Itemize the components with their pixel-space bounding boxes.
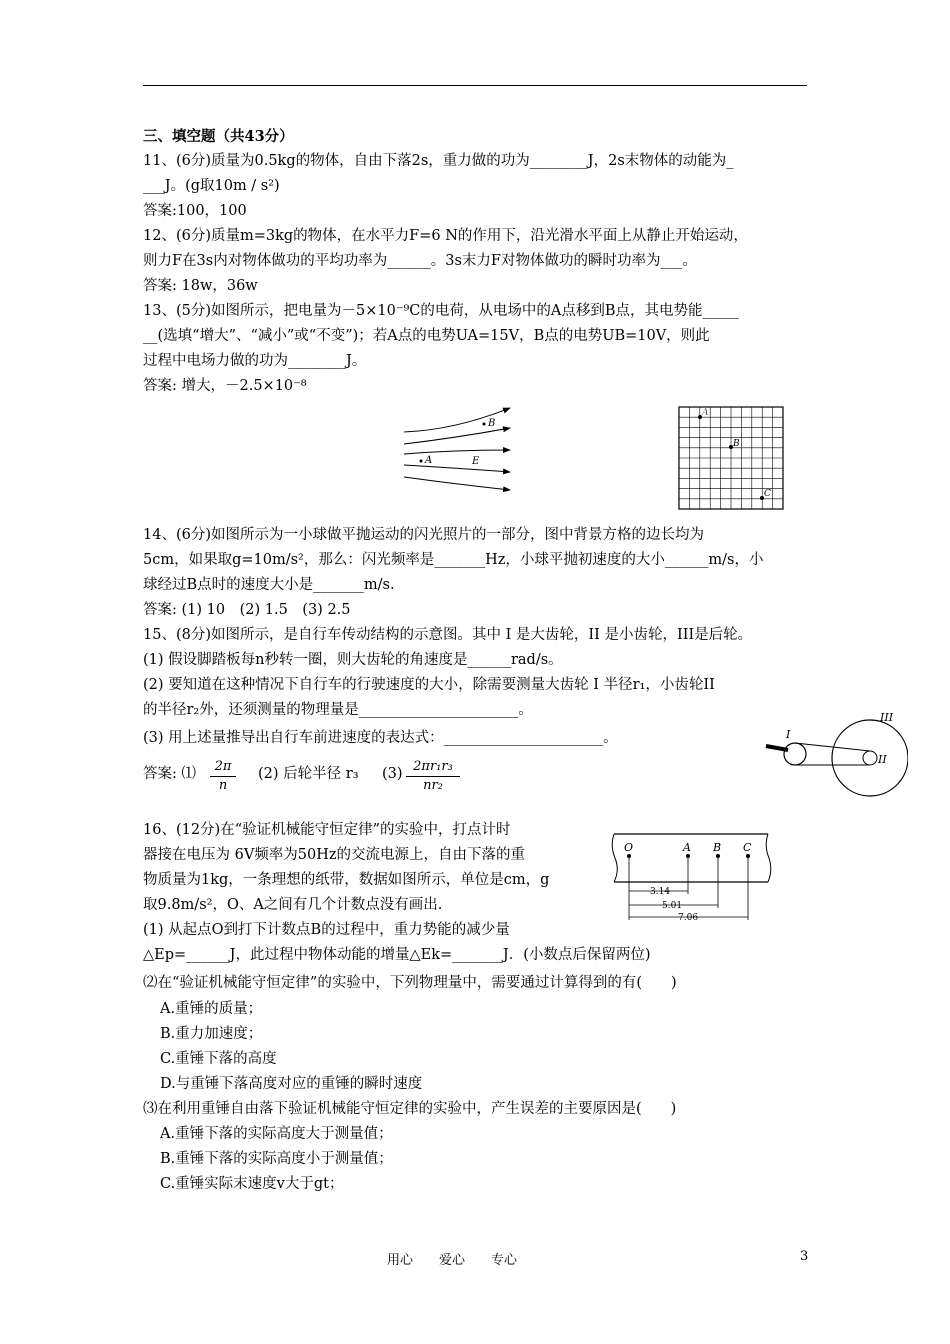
tape-dist-2: 5.01 <box>662 901 683 911</box>
q12-line2: 则力F在3s内对物体做功的平均功率为______。3s末力F对物体做功的瞬时功率为___。 <box>143 253 697 269</box>
q14-line3: 球经过B点时的速度大小是_______m/s. <box>143 577 395 593</box>
q16-part3-stem: ⑶在利用重锤自由落下验证机械能守恒定律的实验中，产生误差的主要原因是( ) <box>143 1101 677 1117</box>
tape-label-b: B <box>713 841 722 854</box>
q11-answer: 答案:100，100 <box>143 203 247 219</box>
q16-line5: (1) 从起点O到打下计数点B的过程中，重力势能的减少量 <box>143 922 510 938</box>
q16-line1: 16、(12分)在“验证机械能守恒定律”的实验中，打点计时 <box>143 822 511 838</box>
q15-line2: (1) 假设脚踏板每n秒转一圈，则大齿轮的角速度是______rad/s。 <box>143 652 563 668</box>
q15-answer-2: (2) 后轮半径 r₃ <box>258 766 359 782</box>
field-label-e: E <box>472 456 480 467</box>
q12-answer: 答案: 18w，36w <box>143 278 258 294</box>
q16-line3: 物质量为1kg，一条理想的纸带，数据如图所示，单位是cm，g <box>143 872 550 888</box>
q15-line1: 15、(8分)如图所示，是自行车传动结构的示意图。其中 I 是大齿轮，II 是小齿轮，III是后轮。 <box>143 627 753 643</box>
q15-answer-prefix: 答案: ⑴ <box>143 766 196 782</box>
section-title: 三、填空题（共43分） <box>143 128 294 145</box>
q16-part2-option-c: C.重锤下落的高度 <box>160 1051 277 1067</box>
header-rule <box>143 85 807 86</box>
q16-part2-option-d: D.与重锤下落高度对应的重锤的瞬时速度 <box>160 1076 423 1092</box>
grid-label-b: B <box>733 439 740 449</box>
grid-figure <box>678 406 784 510</box>
q13-line1: 13、(5分)如图所示，把电量为－5×10⁻⁹C的电荷，从电场中的A点移到B点，其电势能_____ <box>143 303 739 319</box>
tape-dist-3: 7.06 <box>678 913 699 923</box>
grid-label-a: A <box>702 408 709 418</box>
tape-label-o: O <box>624 841 634 854</box>
q16-line6: △Ep=______J，此过程中物体动能的增量△Ek=_______J．(小数点后保留两位) <box>143 947 651 963</box>
q11-line1: 11、(6分)质量为0.5kg的物体，自由下落2s，重力做的功为________J，2s末物体的动能为_ <box>143 153 734 169</box>
q16-part3-option-a: A.重锤下落的实际高度大于测量值； <box>160 1126 393 1142</box>
q16-part3-option-c: C.重锤实际末速度v大于gt； <box>160 1176 344 1192</box>
q13-answer: 答案: 增大，－2.5×10⁻⁸ <box>143 378 307 394</box>
q14-line1: 14、(6分)如图所示为一小球做平抛运动的闪光照片的一部分，图中背景方格的边长均为 <box>143 527 704 543</box>
q13-line3: 过程中电场力做的功为________J。 <box>143 353 367 369</box>
q16-line4: 取9.8m/s²，O、A之间有几个计数点没有画出. <box>143 897 443 913</box>
q16-part2-stem: ⑵在“验证机械能守恒定律”的实验中，下列物理量中，需要通过计算得到的有( ) <box>143 975 677 991</box>
q15-line5: (3) 用上述量推导出自行车前进速度的表达式：______________________。 <box>143 730 618 746</box>
paper-tape-figure <box>608 828 774 924</box>
q15-line3: (2) 要知道在这种情况下自行车的行驶速度的大小，除需要测量大齿轮 I 半径r₁，小齿轮II <box>143 677 715 693</box>
q15-line4: 的半径r₂外，还须测量的物理量是______________________。 <box>143 702 533 718</box>
bike-label-2: II <box>878 753 887 766</box>
bike-label-3: III <box>880 711 894 724</box>
tape-dist-1: 3.14 <box>650 887 671 897</box>
page-footer: 用心 爱心 专心 <box>387 1253 518 1268</box>
q16-part2-option-a: A.重锤的质量； <box>160 1001 263 1017</box>
q15-ans3-numerator: 2πr₁r₃ <box>406 758 460 777</box>
q15-answer-3-prefix: (3) <box>382 766 403 782</box>
q16-part2-option-b: B.重力加速度； <box>160 1026 263 1042</box>
q14-answer: 答案: (1) 10 (2) 1.5 (3) 2.5 <box>143 602 351 618</box>
q15-ans3-fraction <box>406 758 460 795</box>
q14-line2: 5cm，如果取g=10m/s²，那么：闪光频率是_______Hz，小球平抛初速度的大小______m/s，小 <box>143 552 764 568</box>
q15-ans3-denominator: nr₂ <box>423 778 443 793</box>
q16-part3-option-b: B.重锤下落的实际高度小于测量值； <box>160 1151 393 1167</box>
q16-line2: 器接在电压为 6V频率为50Hz的交流电源上，自由下落的重 <box>143 847 526 863</box>
q12-line1: 12、(6分)质量m=3kg的物体，在水平力F=6 N的作用下，沿光滑水平面上从静止开始运动， <box>143 228 748 244</box>
q15-ans1-denominator: n <box>218 778 228 793</box>
tape-label-c: C <box>743 841 752 854</box>
page-number: 3 <box>800 1249 809 1264</box>
tape-label-a: A <box>683 841 691 854</box>
bicycle-gear-figure <box>758 706 908 802</box>
electric-field-figure <box>400 402 515 492</box>
field-label-a: A <box>425 455 433 466</box>
field-label-b: B <box>488 418 496 429</box>
q13-line2: __(选填“增大”、“减小”或“不变”)；若A点的电势UA=15V，B点的电势UB=10V，则此 <box>143 328 710 344</box>
grid-label-c: C <box>764 489 771 499</box>
q15-ans1-numerator: 2π <box>210 758 236 777</box>
q11-line2: ___J。(g取10m / s²) <box>143 178 280 194</box>
bike-label-1: I <box>786 728 791 741</box>
q15-ans1-fraction <box>210 758 236 795</box>
